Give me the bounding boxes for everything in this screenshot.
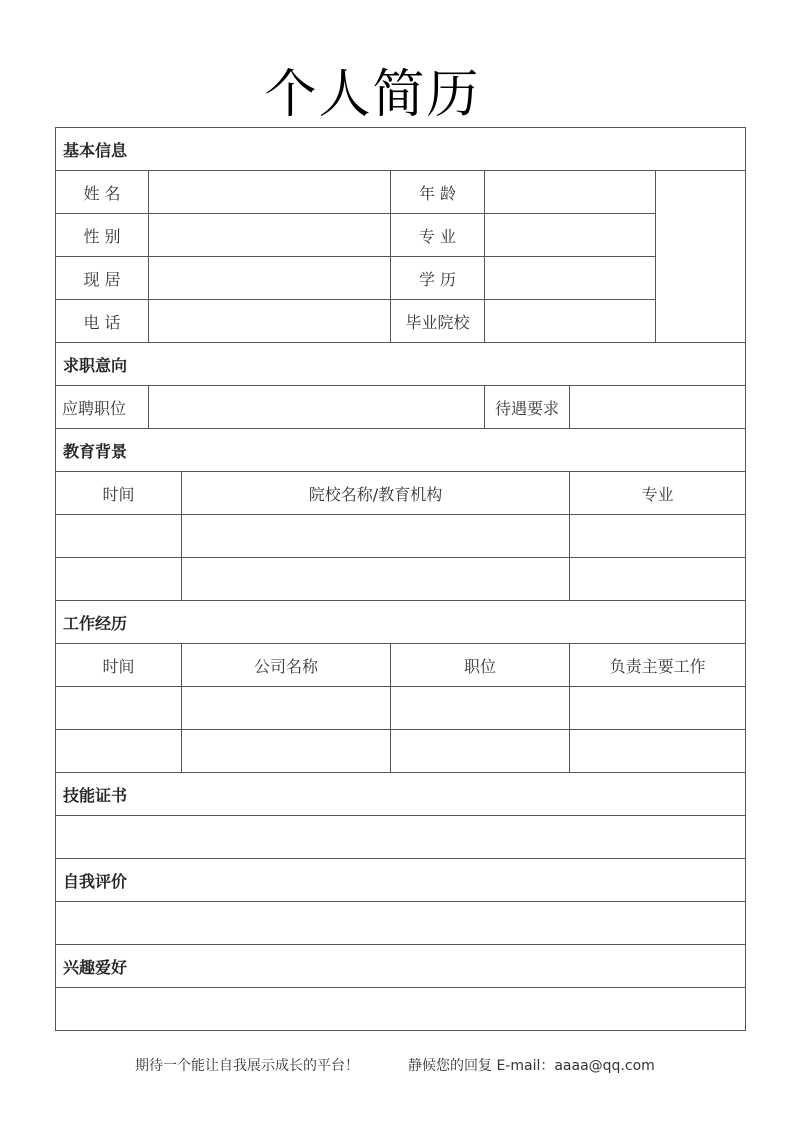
work-header-duties: 负责主要工作 [570,644,746,687]
footer-contact: 静候您的回复 E-mail：aaaa@qq.com [408,1058,655,1074]
field-skills[interactable] [56,816,746,859]
work-cell-position[interactable] [391,687,570,730]
section-education: 教育背景 [56,429,746,472]
edu-cell-school[interactable] [182,515,570,558]
label-major: 专 业 [391,214,485,257]
edu-cell-school[interactable] [182,558,570,601]
field-name[interactable] [149,171,391,214]
page-title: 个人简历 [264,65,481,125]
field-salary[interactable] [570,386,746,429]
work-header-time: 时间 [56,644,182,687]
section-hobbies: 兴趣爱好 [56,945,746,988]
field-position[interactable] [149,386,485,429]
field-degree[interactable] [485,257,656,300]
section-basic-info: 基本信息 [56,128,746,171]
edu-row [56,558,746,601]
work-cell-time[interactable] [56,687,182,730]
work-cell-duties[interactable] [570,730,746,773]
label-gender: 性 别 [56,214,149,257]
field-hobbies[interactable] [56,988,746,1031]
section-work-experience: 工作经历 [56,601,746,644]
work-row [56,687,746,730]
edu-cell-major[interactable] [570,515,746,558]
photo-area[interactable] [656,171,746,343]
label-name: 姓 名 [56,171,149,214]
work-cell-duties[interactable] [570,687,746,730]
edu-cell-major[interactable] [570,558,746,601]
field-age[interactable] [485,171,656,214]
label-residence: 现 居 [56,257,149,300]
label-degree: 学 历 [391,257,485,300]
work-header-company: 公司名称 [182,644,391,687]
field-phone[interactable] [149,300,391,343]
edu-row [56,515,746,558]
field-major[interactable] [485,214,656,257]
field-self-evaluation[interactable] [56,902,746,945]
work-header-position: 职位 [391,644,570,687]
label-school: 毕业院校 [391,300,485,343]
work-cell-company[interactable] [182,730,391,773]
label-position: 应聘职位 [56,386,149,429]
section-job-intent: 求职意向 [56,343,746,386]
edu-header-time: 时间 [56,472,182,515]
field-residence[interactable] [149,257,391,300]
field-gender[interactable] [149,214,391,257]
edu-cell-time[interactable] [56,515,182,558]
work-cell-position[interactable] [391,730,570,773]
work-cell-company[interactable] [182,687,391,730]
work-cell-time[interactable] [56,730,182,773]
label-salary: 待遇要求 [485,386,570,429]
section-self-evaluation: 自我评价 [56,859,746,902]
label-phone: 电 话 [56,300,149,343]
footer-slogan: 期待一个能让自我展示成长的平台！ [135,1058,359,1074]
field-school[interactable] [485,300,656,343]
edu-header-school: 院校名称/教育机构 [182,472,570,515]
section-skills: 技能证书 [56,773,746,816]
resume-table [55,127,746,1031]
work-row [56,730,746,773]
edu-cell-time[interactable] [56,558,182,601]
edu-header-major: 专业 [570,472,746,515]
label-age: 年 龄 [391,171,485,214]
